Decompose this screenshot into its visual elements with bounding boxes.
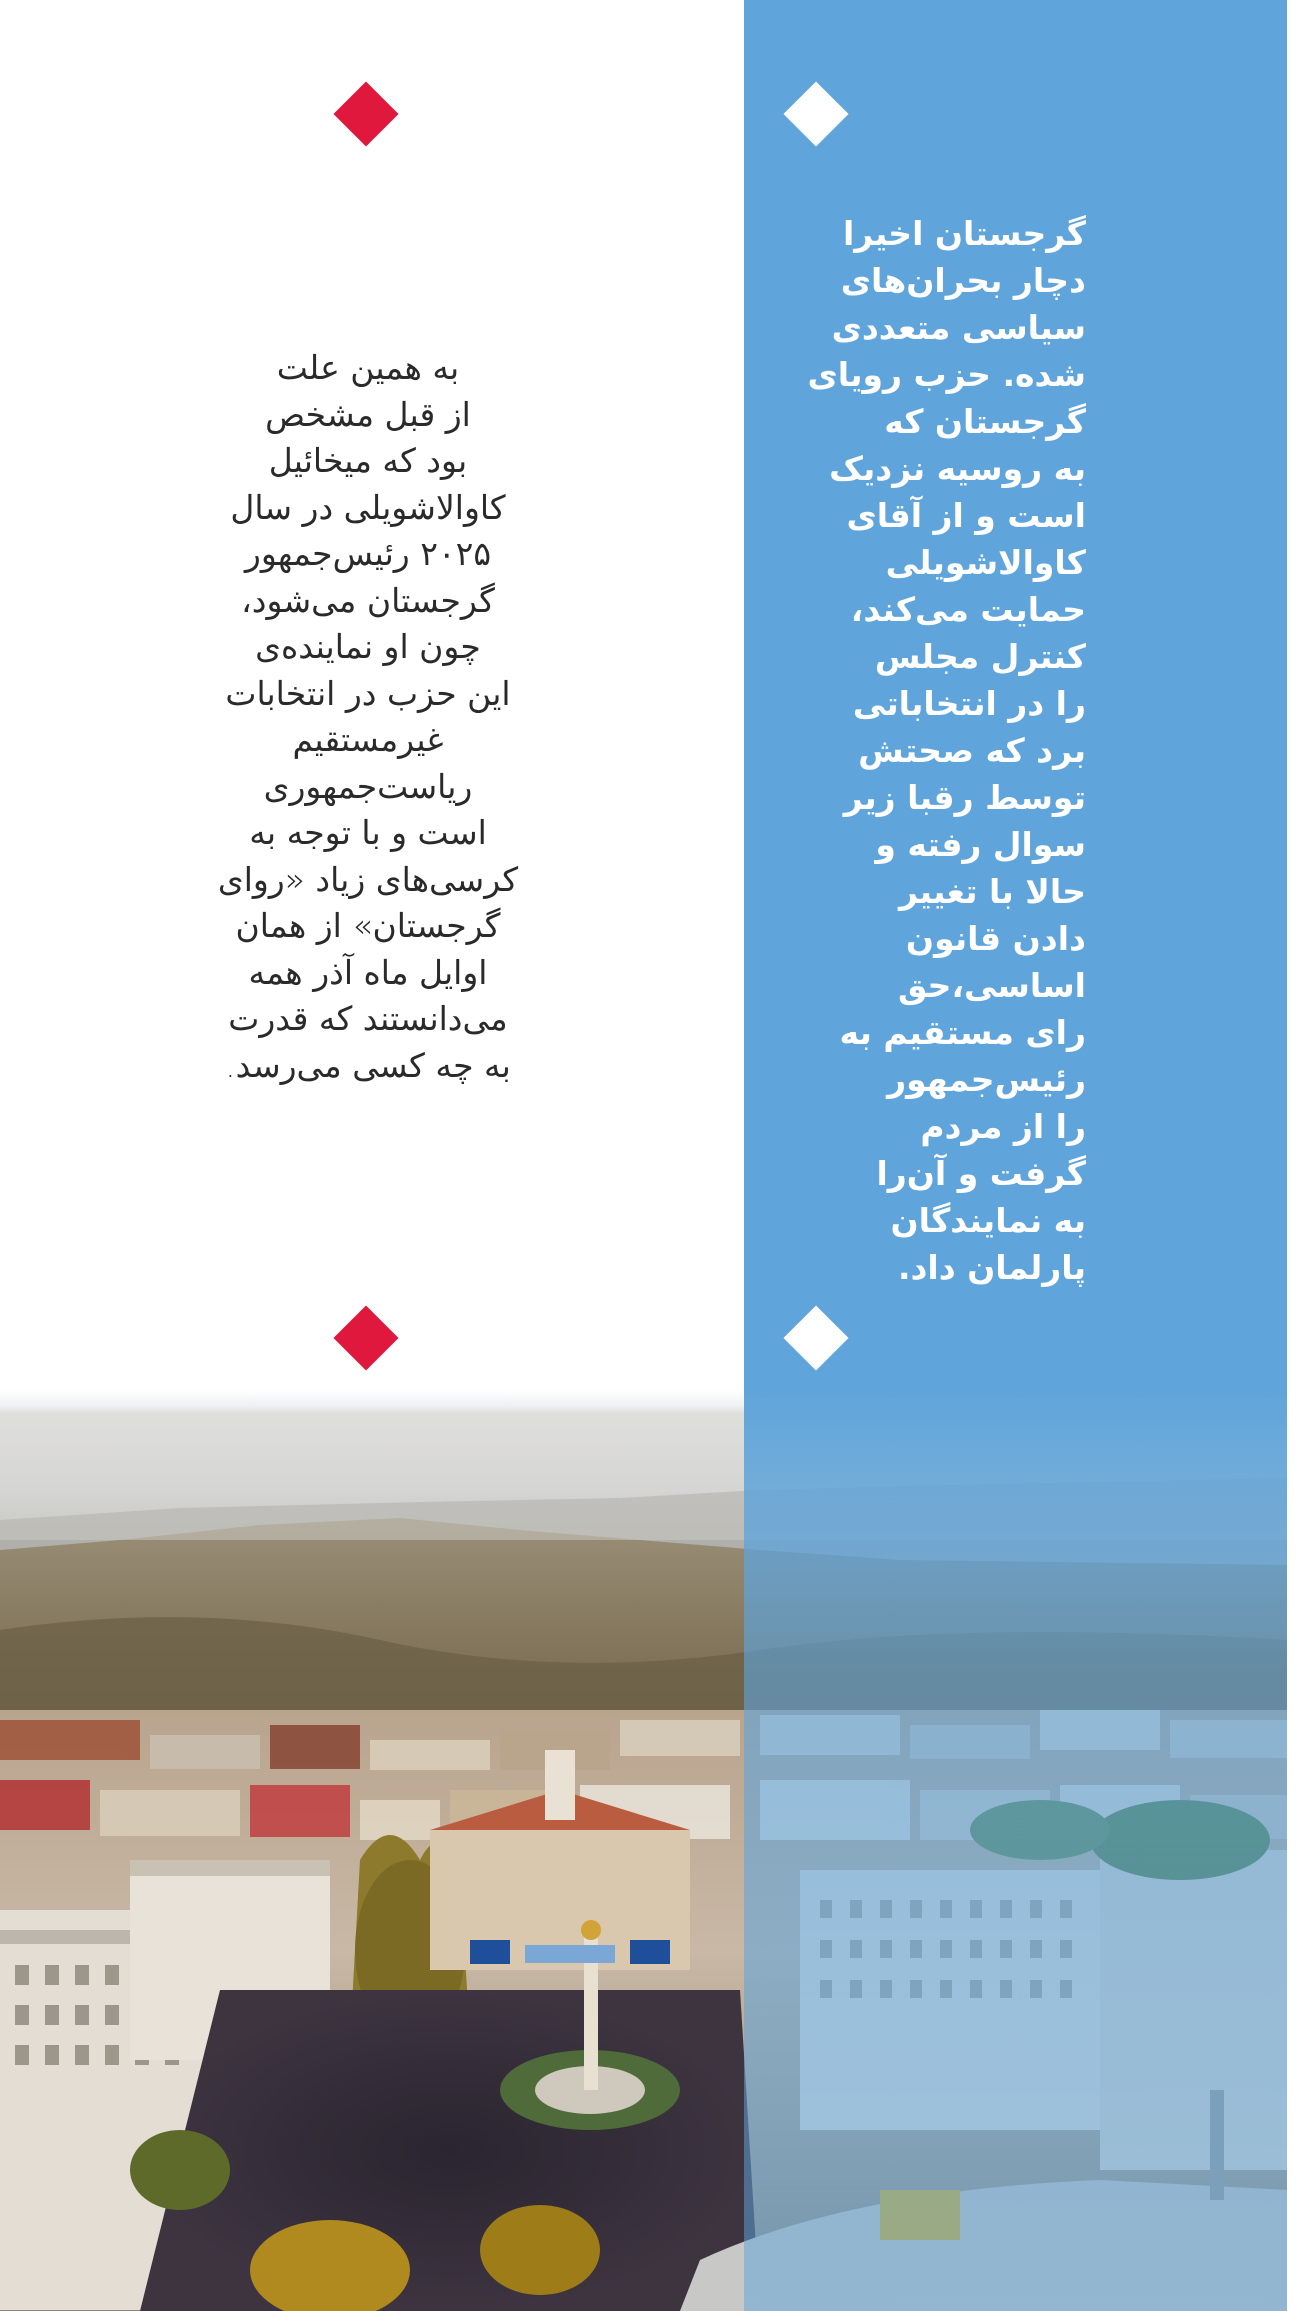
left-paragraph: به همین علت از قبل مشخص بود که میخائیل کاوالاشویلی در سال ۲۰۲۵ رئیس‌جمهور گرجستان می‌شود، چون او نماینده‌ی این حزب در انتخابات غیرمستقیم ریاست‌جمهوری است و با توجه به کرسی‌های زیاد «روای گرجستان» از همان اوایل ماه آذر همه می‌دانستند که قدرت به چه کسی می‌رسد. [217, 348, 519, 1085]
right-margin-strip [1287, 0, 1300, 2311]
city-photo-illustration [0, 1390, 1287, 2311]
diamond-icon-top-left [333, 81, 398, 146]
right-paragraph: گرجستان اخیرا دچار بحران‌های سیاسی متعددی شده. حزب رویای گرجستان که به روسیه نزدیک است و از آقای کاوالاشویلی حمایت می‌کند، کنترل مجلس را در انتخاباتی برد که صحتش توسط رقبا زیر سوال رفته و حالا با تغییر دادن قانون اساسی،حق رای مستقیم به رئیس‌جمهور را از مردم گرفت و آن‌را به نمایندگان پارلمان داد. [807, 214, 1086, 1287]
city-aerial-photo [0, 1390, 1287, 2311]
diamond-icon-bottom-left [333, 1305, 398, 1370]
